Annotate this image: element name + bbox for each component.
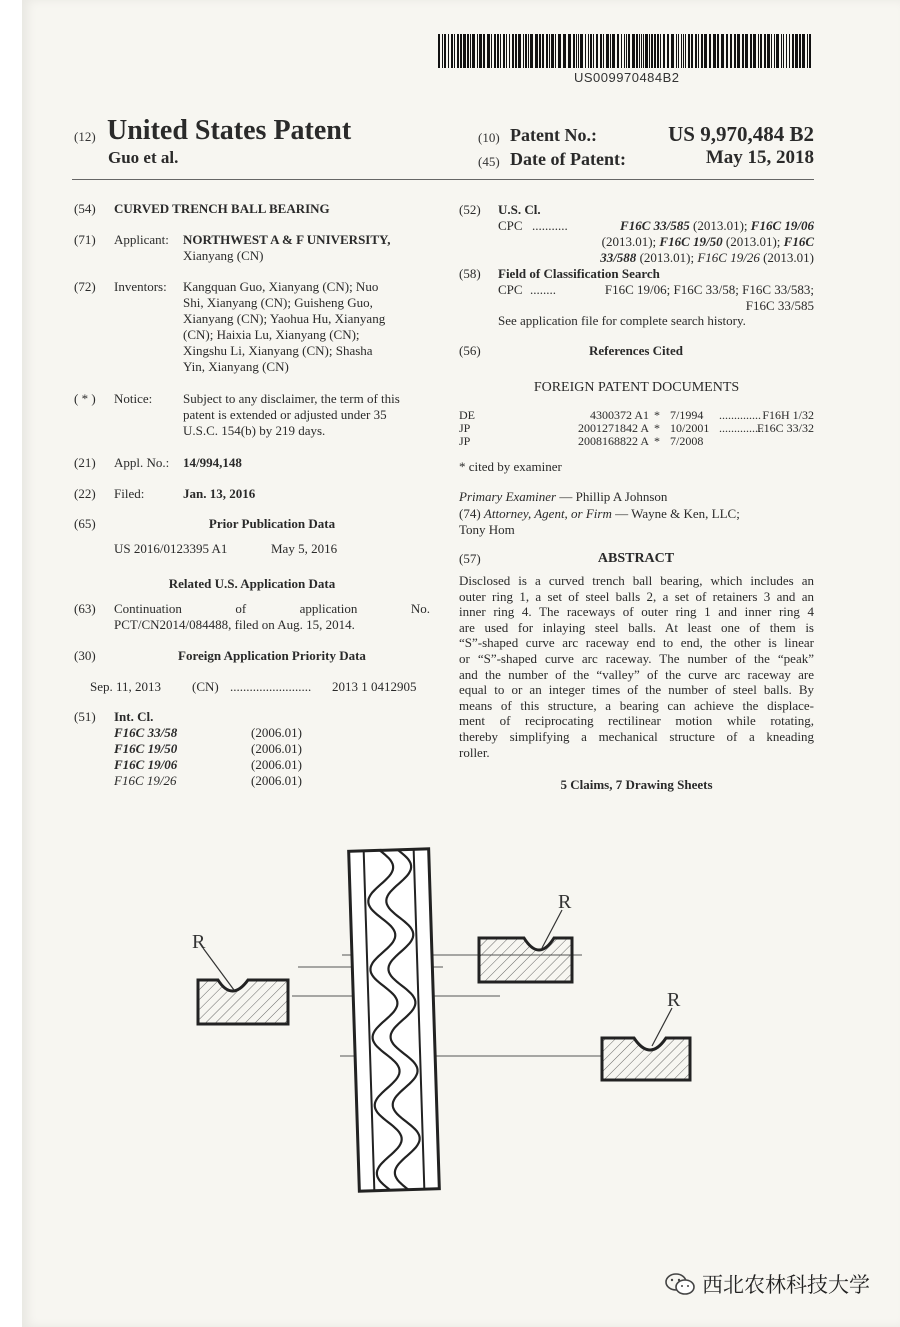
barcode-bar — [555, 34, 556, 68]
barcode-bar — [663, 34, 665, 68]
barcode-bar — [760, 34, 762, 68]
foreign-doc-class: F16H 1/32 — [762, 408, 814, 422]
us-cl-year: (2013.01) — [763, 250, 814, 265]
barcode-bar — [573, 34, 575, 68]
barcode-bar — [795, 34, 798, 68]
foreign-doc-country: DE — [459, 408, 475, 422]
attorney-line2: Tony Hom — [459, 522, 515, 537]
notice-label: Notice: — [114, 391, 153, 406]
barcode-bar — [685, 34, 686, 68]
abstract-line: or “S”-shaped curve arc raceway. The number of the “peak” — [459, 650, 814, 666]
barcode-bar — [807, 34, 808, 68]
invention-title: CURVED TRENCH BALL BEARING — [114, 201, 330, 216]
examiner-label: Primary Examiner — [459, 489, 557, 504]
foreign-doc-date: 7/2008 — [670, 434, 704, 448]
barcode-bar — [549, 34, 550, 68]
barcode-bar — [713, 34, 716, 68]
barcode-bar — [483, 34, 485, 68]
applicant-label: Applicant: — [114, 232, 169, 247]
barcode-bar — [767, 34, 770, 68]
examiner-name: — Phillip A Johnson — [559, 489, 668, 504]
related-heading: Related U.S. Application Data — [168, 576, 336, 591]
barcode-bar — [774, 34, 775, 68]
header-rule — [72, 179, 814, 180]
barcode-bar — [438, 34, 440, 68]
raceway-section-middle — [479, 891, 572, 982]
barcode-bar — [717, 34, 719, 68]
code-22: (22) — [74, 486, 96, 501]
barcode-bar — [539, 34, 541, 68]
barcode-bar — [771, 34, 772, 68]
code-56: (56) — [459, 343, 481, 358]
appl-no-label: Appl. No.: — [114, 455, 170, 470]
barcode-bar — [612, 34, 615, 68]
field-search-classes — [562, 282, 814, 314]
barcode-bar — [593, 34, 594, 68]
barcode-bar — [657, 34, 659, 68]
foreign-doc-star: * — [654, 408, 660, 422]
barcode-bar — [568, 34, 571, 68]
us-cl-class: F16C 33/585 — [620, 218, 690, 233]
barcode-bar — [691, 34, 693, 68]
field-search-line: F16C 19/06; F16C 33/58; F16C 33/583; — [604, 282, 814, 297]
barcode-bar — [451, 34, 453, 68]
code-57: (57) — [459, 551, 481, 566]
int-cl-versions — [251, 725, 302, 789]
code-notice: ( * ) — [74, 391, 96, 406]
filed-value: Jan. 13, 2016 — [183, 486, 256, 501]
field-search-label: Field of Classification Search — [498, 266, 660, 281]
abstract-line: roller. — [459, 744, 490, 760]
priority-country: (CN) — [192, 679, 219, 694]
barcode-bar — [737, 34, 740, 68]
us-cl-year: (2013.01); — [639, 250, 695, 265]
code-63: (63) — [74, 601, 96, 616]
us-cl-class: F16C 19/26 — [697, 250, 760, 265]
bearing-ring — [349, 849, 440, 1191]
barcode-bar — [530, 34, 533, 68]
barcode-bar — [596, 34, 598, 68]
code-72: (72) — [74, 279, 96, 294]
continuation-word: application — [299, 601, 358, 616]
inventors-line: Kangquan Guo, Xianyang (CN); Nuo — [183, 279, 379, 294]
barcode-bar — [525, 34, 527, 68]
claims-summary: 5 Claims, 7 Drawing Sheets — [560, 777, 713, 792]
barcode-bar — [518, 34, 521, 68]
patent-date: May 15, 2018 — [705, 147, 814, 168]
barcode-bar — [678, 34, 679, 68]
barcode-bar — [512, 34, 514, 68]
barcode-bar — [576, 34, 577, 68]
barcode-bar — [667, 34, 669, 68]
abstract-text — [459, 573, 814, 760]
code-12: (12) — [74, 129, 96, 144]
barcode-bar — [621, 34, 622, 68]
barcode-bar — [444, 34, 446, 68]
int-cl-version: (2006.01) — [251, 773, 302, 788]
barcode-bar — [503, 34, 505, 68]
inventor-short: Guo et al. — [108, 148, 179, 167]
attorney-value: — Wayne & Ken, LLC; — [615, 506, 740, 521]
barcode-bar — [551, 34, 554, 68]
barcode-bar — [632, 34, 635, 68]
barcode-bar — [783, 34, 784, 68]
barcode-bar — [683, 34, 684, 68]
barcode-bar — [588, 34, 589, 68]
int-cl-version: (2006.01) — [251, 741, 302, 756]
barcode — [436, 34, 814, 68]
abstract-line: outer ring 1, a set of steel balls 2, a set of retainers 3 and an — [459, 588, 814, 604]
field-search-dots: ........ — [530, 282, 556, 297]
us-cl-class: F16C 19/50 — [659, 234, 723, 249]
barcode-bar — [563, 34, 566, 68]
barcode-bar — [472, 34, 475, 68]
barcode-bar — [626, 34, 627, 68]
barcode-bar — [542, 34, 544, 68]
patent-number: US 9,970,484 B2 — [668, 122, 814, 146]
barcode-bar — [643, 34, 644, 68]
priority-number: 2013 1 0412905 — [332, 679, 417, 694]
notice-line: Subject to any disclaimer, the term of this — [183, 391, 400, 406]
barcode-bar — [781, 34, 782, 68]
abstract-line: and the number of the “valley” of the curve arc raceway are — [459, 666, 814, 682]
barcode-bar — [704, 34, 707, 68]
barcode-bar — [515, 34, 517, 68]
barcode-bar — [487, 34, 490, 68]
barcode-bar — [730, 34, 732, 68]
abstract-line: thereby simplifying a mechanical structure of a kneading — [459, 728, 814, 744]
barcode-bar — [636, 34, 638, 68]
patent-page — [22, 0, 900, 1327]
foreign-docs-table — [459, 409, 814, 448]
foreign-docs-heading: FOREIGN PATENT DOCUMENTS — [533, 380, 740, 395]
barcode-bar — [509, 34, 510, 68]
prior-pub-date: May 5, 2016 — [271, 541, 338, 556]
barcode-bar — [758, 34, 759, 68]
barcode-bar — [500, 34, 501, 68]
code-45: (45) — [478, 154, 500, 169]
field-search-cpc: CPC — [498, 282, 523, 297]
us-cl-class: 33/588 — [600, 250, 637, 265]
barcode-bar — [497, 34, 499, 68]
continuation-line — [114, 601, 430, 617]
raceway-section-right — [602, 989, 690, 1080]
barcode-bar — [523, 34, 524, 68]
continuation-word: No. — [410, 601, 430, 616]
radius-label: R — [192, 931, 206, 953]
barcode-bar — [442, 34, 443, 68]
int-cl-class: F16C 33/58 — [114, 725, 178, 740]
barcode-bar — [671, 34, 674, 68]
inventors-list — [183, 279, 421, 375]
barcode-bar — [660, 34, 661, 68]
int-cl-classes — [114, 725, 177, 789]
foreign-doc-number: 4300372 A1 — [589, 408, 649, 422]
barcode-bar — [676, 34, 677, 68]
patent-no-label: Patent No.: — [510, 125, 597, 145]
inventors-line: Shi, Xianyang (CN); Guisheng Guo, — [183, 295, 373, 310]
foreign-doc-date: 7/1994 — [670, 408, 704, 422]
foreign-doc-number: 2001271842 A — [577, 421, 649, 435]
priority-dots: ......................... — [230, 679, 312, 694]
us-cl-year: (2013.01); — [601, 234, 657, 249]
barcode-bar — [651, 34, 653, 68]
us-cl-class: F16C 19/06 — [750, 218, 814, 233]
code-65: (65) — [74, 516, 96, 531]
us-cl-line — [562, 250, 814, 266]
barcode-bar — [745, 34, 748, 68]
barcode-bar — [742, 34, 744, 68]
raceway-section-left — [192, 931, 288, 1024]
barcode-bar — [792, 34, 794, 68]
barcode-bar — [776, 34, 779, 68]
barcode-bar — [709, 34, 711, 68]
barcode-bar — [654, 34, 656, 68]
notice-line: U.S.C. 154(b) by 219 days. — [183, 423, 326, 438]
foreign-priority-heading: Foreign Application Priority Data — [178, 648, 366, 663]
barcode-bar — [603, 34, 604, 68]
abstract-line: ment of reciprocating rectilinear motion while rotating, — [459, 713, 814, 729]
notice-text — [183, 391, 431, 439]
barcode-bar — [580, 34, 583, 68]
abstract-line: means of this structure, a bearing can achieve the displace- — [459, 697, 814, 713]
barcode-bar — [641, 34, 642, 68]
bearing-drawing — [22, 830, 900, 1210]
foreign-doc-class: F16C 33/32 — [756, 421, 814, 435]
abstract-line: are used for inlaying steel balls. At least one of them is — [459, 619, 814, 635]
cited-note: * cited by examiner — [459, 459, 562, 474]
us-cl-year: (2013.01); — [693, 218, 748, 233]
abstract-line: equal to or an integer times of the number of steel balls. By — [459, 682, 814, 698]
us-cl-line — [562, 218, 814, 234]
barcode-bar — [610, 34, 611, 68]
attorney-label: Attorney, Agent, or Firm — [483, 506, 612, 521]
foreign-doc-country: JP — [459, 421, 471, 435]
filed-label: Filed: — [114, 486, 145, 501]
continuation-line2: PCT/CN2014/084488, filed on Aug. 15, 2014. — [114, 617, 355, 632]
inventors-line: Xingshu Li, Xianyang (CN); Shasha — [183, 343, 373, 358]
foreign-doc-date: 10/2001 — [670, 421, 710, 435]
inventors-line: Xianyang (CN); Yaohua Hu, Xianyang — [183, 311, 386, 326]
continuation-word: of — [235, 601, 247, 616]
applicant-name: NORTHWEST A & F UNIVERSITY, — [183, 232, 391, 247]
abstract-line: inner ring 4. The raceways of outer ring 1 and inner ring 4 — [459, 604, 814, 620]
barcode-bar — [506, 34, 507, 68]
patent-title: United States Patent — [107, 115, 352, 146]
code-54: (54) — [74, 201, 96, 216]
barcode-bar — [750, 34, 752, 68]
abstract-line: “S”-shaped curve arc raceway end to end, the other is linear — [459, 635, 814, 651]
barcode-bar — [460, 34, 462, 68]
us-cl-classes — [562, 218, 814, 266]
us-cl-year: (2013.01); — [725, 234, 781, 249]
barcode-bar — [617, 34, 619, 68]
code-58: (58) — [459, 266, 481, 281]
foreign-doc-row — [459, 435, 814, 448]
barcode-bar — [802, 34, 805, 68]
barcode-bar — [639, 34, 640, 68]
barcode-bar — [721, 34, 724, 68]
code-74: (74) — [459, 506, 481, 521]
barcode-number: US009970484B2 — [574, 70, 680, 85]
inventors-line: Yin, Xianyang (CN) — [183, 359, 289, 374]
barcode-bar — [701, 34, 703, 68]
int-cl-class: F16C 19/50 — [114, 741, 178, 756]
barcode-bar — [734, 34, 736, 68]
barcode-bar — [491, 34, 492, 68]
code-30: (30) — [74, 648, 96, 663]
barcode-bar — [470, 34, 471, 68]
us-cl-dots: ........... — [532, 218, 568, 233]
code-71: (71) — [74, 232, 96, 247]
code-21: (21) — [74, 455, 96, 470]
barcode-bar — [753, 34, 756, 68]
abstract-line: Disclosed is a curved trench ball bearing, which includes an — [459, 573, 814, 588]
barcode-bar — [809, 34, 811, 68]
barcode-bar — [624, 34, 625, 68]
barcode-bar — [528, 34, 529, 68]
int-cl-version: (2006.01) — [251, 757, 302, 772]
radius-label: R — [667, 989, 681, 1011]
prior-pub-heading: Prior Publication Data — [208, 516, 336, 531]
field-search-line: F16C 33/585 — [745, 298, 814, 313]
code-51: (51) — [74, 709, 96, 724]
us-cl-line — [562, 234, 814, 250]
barcode-bar — [477, 34, 478, 68]
foreign-doc-dots: .............. — [719, 408, 761, 422]
barcode-bar — [578, 34, 579, 68]
foreign-doc-country: JP — [459, 434, 471, 448]
barcode-bar — [786, 34, 787, 68]
search-history: See application file for complete search history. — [498, 313, 746, 328]
continuation-word: Continuation — [114, 601, 182, 616]
foreign-doc-number: 2008168822 A — [577, 434, 649, 448]
barcode-bar — [546, 34, 548, 68]
barcode-bar — [467, 34, 469, 68]
date-label: Date of Patent: — [510, 149, 626, 169]
barcode-bar — [688, 34, 690, 68]
barcode-bar — [479, 34, 482, 68]
appl-no-value: 14/994,148 — [183, 455, 242, 470]
code-52: (52) — [459, 202, 481, 217]
applicant-place: Xianyang (CN) — [183, 248, 264, 263]
barcode-bar — [698, 34, 699, 68]
radius-label: R — [558, 891, 572, 913]
int-cl-label: Int. Cl. — [114, 709, 154, 724]
us-cl-class: F16C — [783, 234, 814, 249]
inventors-label: Inventors: — [114, 279, 167, 294]
barcode-bar — [590, 34, 592, 68]
barcode-bar — [649, 34, 650, 68]
barcode-bar — [585, 34, 586, 68]
barcode-bar — [789, 34, 790, 68]
barcode-bar — [454, 34, 455, 68]
foreign-doc-star: * — [654, 421, 660, 435]
barcode-bar — [695, 34, 697, 68]
references-heading: References Cited — [589, 343, 683, 358]
wechat-icon — [664, 1271, 696, 1297]
barcode-bar — [645, 34, 648, 68]
priority-date: Sep. 11, 2013 — [90, 679, 162, 694]
inventors-line: (CN); Haixia Lu, Xianyang (CN); — [183, 327, 360, 342]
notice-line: patent is extended or adjusted under 35 — [183, 407, 387, 422]
abstract-heading: ABSTRACT — [597, 551, 675, 566]
barcode-bar — [457, 34, 459, 68]
us-cl-label: U.S. Cl. — [498, 202, 541, 217]
prior-pub-number: US 2016/0123395 A1 — [114, 541, 228, 556]
foreign-doc-dots: ............... — [719, 421, 764, 435]
barcode-bar — [726, 34, 728, 68]
watermark — [664, 1269, 870, 1299]
code-10: (10) — [478, 130, 500, 145]
barcode-bar — [535, 34, 538, 68]
barcode-bar — [628, 34, 630, 68]
barcode-bar — [494, 34, 496, 68]
barcode-bar — [463, 34, 466, 68]
barcode-bar — [448, 34, 449, 68]
foreign-doc-star: * — [654, 434, 660, 448]
int-cl-class: F16C 19/26 — [114, 773, 177, 788]
watermark-text: 西北农林科技大学 — [702, 1273, 870, 1297]
barcode-bar — [799, 34, 801, 68]
barcode-bar — [606, 34, 609, 68]
us-cl-cpc: CPC — [498, 218, 523, 233]
barcode-bar — [600, 34, 602, 68]
barcode-bar — [681, 34, 682, 68]
int-cl-version: (2006.01) — [251, 725, 302, 740]
int-cl-class: F16C 19/06 — [114, 757, 178, 772]
barcode-bar — [558, 34, 561, 68]
barcode-bar — [764, 34, 766, 68]
